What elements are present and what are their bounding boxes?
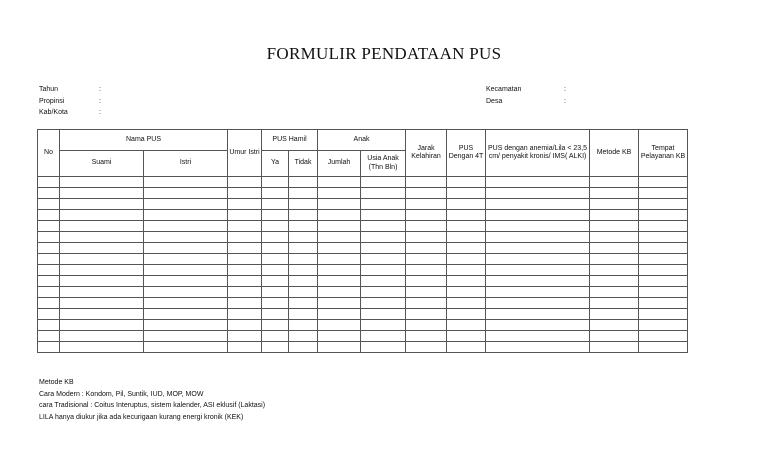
header-anak: Anak <box>318 130 406 151</box>
table-cell[interactable] <box>144 188 228 199</box>
table-cell[interactable] <box>144 243 228 254</box>
table-cell[interactable] <box>486 221 590 232</box>
table-cell[interactable] <box>590 287 639 298</box>
table-cell[interactable] <box>144 320 228 331</box>
table-cell[interactable] <box>289 188 318 199</box>
note-cara-tradisional: cara Tradisional : Coitus Interuptus, sistem kalender, ASI eklusif (Laktasi) <box>39 402 266 409</box>
table-cell[interactable] <box>318 309 361 320</box>
table-cell[interactable] <box>289 265 318 276</box>
table-cell[interactable] <box>318 199 361 210</box>
table-cell[interactable] <box>60 287 144 298</box>
table-body <box>38 177 688 353</box>
table-cell[interactable] <box>228 298 262 309</box>
table-row <box>38 342 688 353</box>
table-cell[interactable] <box>639 298 688 309</box>
header-pus-anemia: PUS dengan anemia/Lila < 23,5 cm/ penyakit kronis/ IMS( ALKI) <box>486 130 590 177</box>
table-cell[interactable] <box>60 342 144 353</box>
table-cell[interactable] <box>406 320 447 331</box>
table-cell[interactable] <box>486 298 590 309</box>
table-cell[interactable] <box>639 243 688 254</box>
table-cell[interactable] <box>447 298 486 309</box>
table-cell[interactable] <box>38 298 60 309</box>
table-cell[interactable] <box>144 298 228 309</box>
table-cell[interactable] <box>289 221 318 232</box>
table-cell[interactable] <box>38 265 60 276</box>
header-jumlah: Jumlah <box>318 151 361 177</box>
table-cell[interactable] <box>318 188 361 199</box>
table-cell[interactable] <box>639 232 688 243</box>
table-cell[interactable] <box>406 265 447 276</box>
header-pus-4t: PUS Dengan 4T <box>447 130 486 177</box>
table-cell[interactable] <box>228 265 262 276</box>
table-cell[interactable] <box>361 177 406 188</box>
table-cell[interactable] <box>38 320 60 331</box>
table-cell[interactable] <box>144 199 228 210</box>
table-cell[interactable] <box>289 232 318 243</box>
table-cell[interactable] <box>406 221 447 232</box>
table-row <box>38 331 688 342</box>
field-label: Tahun <box>39 86 59 93</box>
pus-data-table <box>37 129 688 353</box>
field-kecamatan <box>486 84 574 96</box>
table-cell[interactable] <box>486 188 590 199</box>
field-label: Kab/Kota <box>39 109 68 116</box>
table-cell[interactable] <box>228 177 262 188</box>
table-cell[interactable] <box>590 232 639 243</box>
table-cell[interactable] <box>262 177 289 188</box>
table-cell[interactable] <box>590 254 639 265</box>
field-tahun <box>39 84 109 96</box>
table-cell[interactable] <box>144 177 228 188</box>
header-fields-left <box>39 84 109 119</box>
table-cell[interactable] <box>262 199 289 210</box>
table-cell[interactable] <box>60 265 144 276</box>
table-cell[interactable] <box>318 320 361 331</box>
table-cell[interactable] <box>262 210 289 221</box>
table-cell[interactable] <box>289 309 318 320</box>
table-cell[interactable] <box>38 221 60 232</box>
table-cell[interactable] <box>447 221 486 232</box>
table-cell[interactable] <box>262 276 289 287</box>
table-cell[interactable] <box>318 210 361 221</box>
field-kab-kota <box>39 107 109 119</box>
table-cell[interactable] <box>639 331 688 342</box>
table-cell[interactable] <box>262 331 289 342</box>
table-cell[interactable] <box>406 188 447 199</box>
table-cell[interactable] <box>639 265 688 276</box>
table-row <box>38 177 688 188</box>
table-cell[interactable] <box>406 287 447 298</box>
table-cell[interactable] <box>406 309 447 320</box>
table-cell[interactable] <box>447 177 486 188</box>
table-cell[interactable] <box>262 221 289 232</box>
table-cell[interactable] <box>447 342 486 353</box>
table-cell[interactable] <box>262 309 289 320</box>
table-cell[interactable] <box>262 254 289 265</box>
table-cell[interactable] <box>447 287 486 298</box>
table-cell[interactable] <box>639 309 688 320</box>
table-cell[interactable] <box>262 232 289 243</box>
table-cell[interactable] <box>447 210 486 221</box>
table-cell[interactable] <box>318 298 361 309</box>
table-cell[interactable] <box>639 188 688 199</box>
table-cell[interactable] <box>486 331 590 342</box>
table-cell[interactable] <box>60 199 144 210</box>
table-cell[interactable] <box>144 309 228 320</box>
table-cell[interactable] <box>361 276 406 287</box>
table-cell[interactable] <box>406 243 447 254</box>
table-row <box>38 298 688 309</box>
header-tidak: Tidak <box>289 151 318 177</box>
field-colon: : <box>99 86 101 93</box>
table-cell[interactable] <box>486 342 590 353</box>
table-cell[interactable] <box>60 276 144 287</box>
table-cell[interactable] <box>447 243 486 254</box>
table-cell[interactable] <box>318 265 361 276</box>
table-cell[interactable] <box>590 265 639 276</box>
table-cell[interactable] <box>144 254 228 265</box>
table-cell[interactable] <box>406 331 447 342</box>
table-cell[interactable] <box>144 276 228 287</box>
table-cell[interactable] <box>406 199 447 210</box>
table-cell[interactable] <box>228 232 262 243</box>
field-colon: : <box>99 109 101 116</box>
table-cell[interactable] <box>486 210 590 221</box>
table-cell[interactable] <box>486 287 590 298</box>
table-cell[interactable] <box>361 265 406 276</box>
header-istri: Istri <box>144 151 228 177</box>
field-label: Propinsi <box>39 97 65 105</box>
table-cell[interactable] <box>639 254 688 265</box>
table-cell[interactable] <box>60 232 144 243</box>
table-cell[interactable] <box>38 309 60 320</box>
table-cell[interactable] <box>38 287 60 298</box>
table-row <box>38 221 688 232</box>
table-cell[interactable] <box>406 210 447 221</box>
table-cell[interactable] <box>639 199 688 210</box>
header-no: No <box>38 130 60 177</box>
table-cell[interactable] <box>38 276 60 287</box>
table-cell[interactable] <box>289 177 318 188</box>
header-umur-istri: Umur Istri <box>228 130 262 177</box>
table-cell[interactable] <box>228 309 262 320</box>
table-cell[interactable] <box>228 243 262 254</box>
table-cell[interactable] <box>590 320 639 331</box>
table-cell[interactable] <box>406 298 447 309</box>
table-row <box>38 254 688 265</box>
page-title: FORMULIR PENDATAAN PUS <box>266 44 502 63</box>
table-cell[interactable] <box>228 199 262 210</box>
table-cell[interactable] <box>262 243 289 254</box>
table-cell[interactable] <box>60 254 144 265</box>
table-cell[interactable] <box>406 342 447 353</box>
table-cell[interactable] <box>447 188 486 199</box>
table-cell[interactable] <box>406 177 447 188</box>
table-cell[interactable] <box>228 210 262 221</box>
table-cell[interactable] <box>38 342 60 353</box>
table-cell[interactable] <box>486 232 590 243</box>
table-cell[interactable] <box>228 254 262 265</box>
header-usia-anak: Usia Anak (Thn Bln) <box>361 151 406 177</box>
table-cell[interactable] <box>406 276 447 287</box>
table-cell[interactable] <box>361 232 406 243</box>
table-cell[interactable] <box>144 342 228 353</box>
table-cell[interactable] <box>60 298 144 309</box>
table-cell[interactable] <box>289 342 318 353</box>
table-cell[interactable] <box>447 199 486 210</box>
field-label: Kecamatan <box>486 86 522 93</box>
table-cell[interactable] <box>361 221 406 232</box>
field-desa <box>486 96 574 108</box>
table-row <box>38 199 688 210</box>
field-label: Desa <box>486 97 503 105</box>
table-cell[interactable] <box>361 309 406 320</box>
table-cell[interactable] <box>639 276 688 287</box>
table-cell[interactable] <box>318 331 361 342</box>
table-cell[interactable] <box>590 309 639 320</box>
table-cell[interactable] <box>289 276 318 287</box>
table-cell[interactable] <box>639 342 688 353</box>
table-cell[interactable] <box>228 221 262 232</box>
table-cell[interactable] <box>60 331 144 342</box>
table-cell[interactable] <box>228 188 262 199</box>
table-cell[interactable] <box>60 188 144 199</box>
table-row <box>38 232 688 243</box>
table-cell[interactable] <box>144 265 228 276</box>
table-cell[interactable] <box>228 331 262 342</box>
table-cell[interactable] <box>262 298 289 309</box>
table-cell[interactable] <box>361 243 406 254</box>
note-lila: LILA hanya diukur jika ada kecurigaan kurang energi kronik (KEK) <box>39 413 244 421</box>
table-cell[interactable] <box>262 342 289 353</box>
table-cell[interactable] <box>60 210 144 221</box>
table-cell[interactable] <box>486 265 590 276</box>
table-cell[interactable] <box>361 331 406 342</box>
table-cell[interactable] <box>361 254 406 265</box>
table-cell[interactable] <box>289 243 318 254</box>
table-cell[interactable] <box>38 177 60 188</box>
table-cell[interactable] <box>318 276 361 287</box>
table-cell[interactable] <box>590 243 639 254</box>
table-cell[interactable] <box>144 331 228 342</box>
table-cell[interactable] <box>486 177 590 188</box>
table-cell[interactable] <box>38 210 60 221</box>
table-cell[interactable] <box>590 298 639 309</box>
table-cell[interactable] <box>361 320 406 331</box>
table-cell[interactable] <box>38 232 60 243</box>
table-row <box>38 243 688 254</box>
table-cell[interactable] <box>447 320 486 331</box>
table-cell[interactable] <box>639 287 688 298</box>
table-cell[interactable] <box>361 210 406 221</box>
table-cell[interactable] <box>639 177 688 188</box>
header-nama-pus: Nama PUS <box>60 130 228 151</box>
table-cell[interactable] <box>406 254 447 265</box>
table-cell[interactable] <box>144 210 228 221</box>
table-cell[interactable] <box>318 232 361 243</box>
table-cell[interactable] <box>361 199 406 210</box>
table-cell[interactable] <box>60 309 144 320</box>
table-cell[interactable] <box>590 210 639 221</box>
table-cell[interactable] <box>228 342 262 353</box>
table-cell[interactable] <box>262 320 289 331</box>
field-colon: : <box>564 97 566 105</box>
table-cell[interactable] <box>144 232 228 243</box>
field-propinsi <box>39 96 109 108</box>
table-cell[interactable] <box>289 210 318 221</box>
table-cell[interactable] <box>289 298 318 309</box>
table-row <box>38 320 688 331</box>
table-cell[interactable] <box>144 221 228 232</box>
table-cell[interactable] <box>289 320 318 331</box>
table-cell[interactable] <box>38 331 60 342</box>
header-tempat-pelayanan: Tempat Pelayanan KB <box>639 130 688 177</box>
table-cell[interactable] <box>318 243 361 254</box>
table-cell[interactable] <box>60 243 144 254</box>
table-cell[interactable] <box>361 287 406 298</box>
table-cell[interactable] <box>447 331 486 342</box>
table-cell[interactable] <box>361 188 406 199</box>
table-cell[interactable] <box>590 342 639 353</box>
table-cell[interactable] <box>590 221 639 232</box>
table-cell[interactable] <box>639 210 688 221</box>
field-colon: : <box>564 86 566 93</box>
table-cell[interactable] <box>289 199 318 210</box>
table-cell[interactable] <box>447 309 486 320</box>
table-cell[interactable] <box>486 199 590 210</box>
header-suami: Suami <box>60 151 144 177</box>
note-metode-kb: Metode KB <box>39 379 74 386</box>
table-cell[interactable] <box>228 320 262 331</box>
table-cell[interactable] <box>447 276 486 287</box>
table-cell[interactable] <box>590 199 639 210</box>
table-cell[interactable] <box>447 232 486 243</box>
table-cell[interactable] <box>144 287 228 298</box>
table-cell[interactable] <box>590 331 639 342</box>
header-fields-right <box>486 84 574 107</box>
table-cell[interactable] <box>447 265 486 276</box>
table-cell[interactable] <box>289 287 318 298</box>
table-cell[interactable] <box>289 331 318 342</box>
table-cell[interactable] <box>590 276 639 287</box>
table-cell[interactable] <box>38 254 60 265</box>
header-ya: Ya <box>262 151 289 177</box>
field-colon: : <box>99 97 101 105</box>
table-row <box>38 309 688 320</box>
table-cell[interactable] <box>262 188 289 199</box>
table-cell[interactable] <box>262 287 289 298</box>
header-pus-hamil: PUS Hamil <box>262 130 318 151</box>
table-cell[interactable] <box>361 298 406 309</box>
table-cell[interactable] <box>318 342 361 353</box>
table-cell[interactable] <box>590 177 639 188</box>
table-cell[interactable] <box>60 221 144 232</box>
table-cell[interactable] <box>486 254 590 265</box>
table-cell[interactable] <box>318 254 361 265</box>
table-cell[interactable] <box>486 320 590 331</box>
table-cell[interactable] <box>38 199 60 210</box>
table-cell[interactable] <box>228 287 262 298</box>
table-cell[interactable] <box>228 276 262 287</box>
note-cara-modern: Cara Modern : Kondom, Pil, Suntik, IUD, MOP, MOW <box>39 390 204 398</box>
table-row <box>38 188 688 199</box>
table-cell[interactable] <box>318 287 361 298</box>
table-cell[interactable] <box>406 232 447 243</box>
table-cell[interactable] <box>486 276 590 287</box>
header-metode-kb: Metode KB <box>590 130 639 177</box>
table-cell[interactable] <box>262 265 289 276</box>
table-row <box>38 265 688 276</box>
table-cell[interactable] <box>486 243 590 254</box>
table-cell[interactable] <box>38 188 60 199</box>
table-row <box>38 287 688 298</box>
notes <box>39 377 265 423</box>
table-cell[interactable] <box>60 177 144 188</box>
table-cell[interactable] <box>318 177 361 188</box>
table-cell[interactable] <box>590 188 639 199</box>
table-row <box>38 210 688 221</box>
table-cell[interactable] <box>60 320 144 331</box>
table-cell[interactable] <box>639 320 688 331</box>
table-cell[interactable] <box>447 254 486 265</box>
header-jarak-kelahiran: Jarak Kelahiran <box>406 130 447 177</box>
table-cell[interactable] <box>639 221 688 232</box>
table-cell[interactable] <box>486 309 590 320</box>
table-cell[interactable] <box>361 342 406 353</box>
table-cell[interactable] <box>289 254 318 265</box>
table-row <box>38 276 688 287</box>
table-cell[interactable] <box>38 243 60 254</box>
table-cell[interactable] <box>318 221 361 232</box>
